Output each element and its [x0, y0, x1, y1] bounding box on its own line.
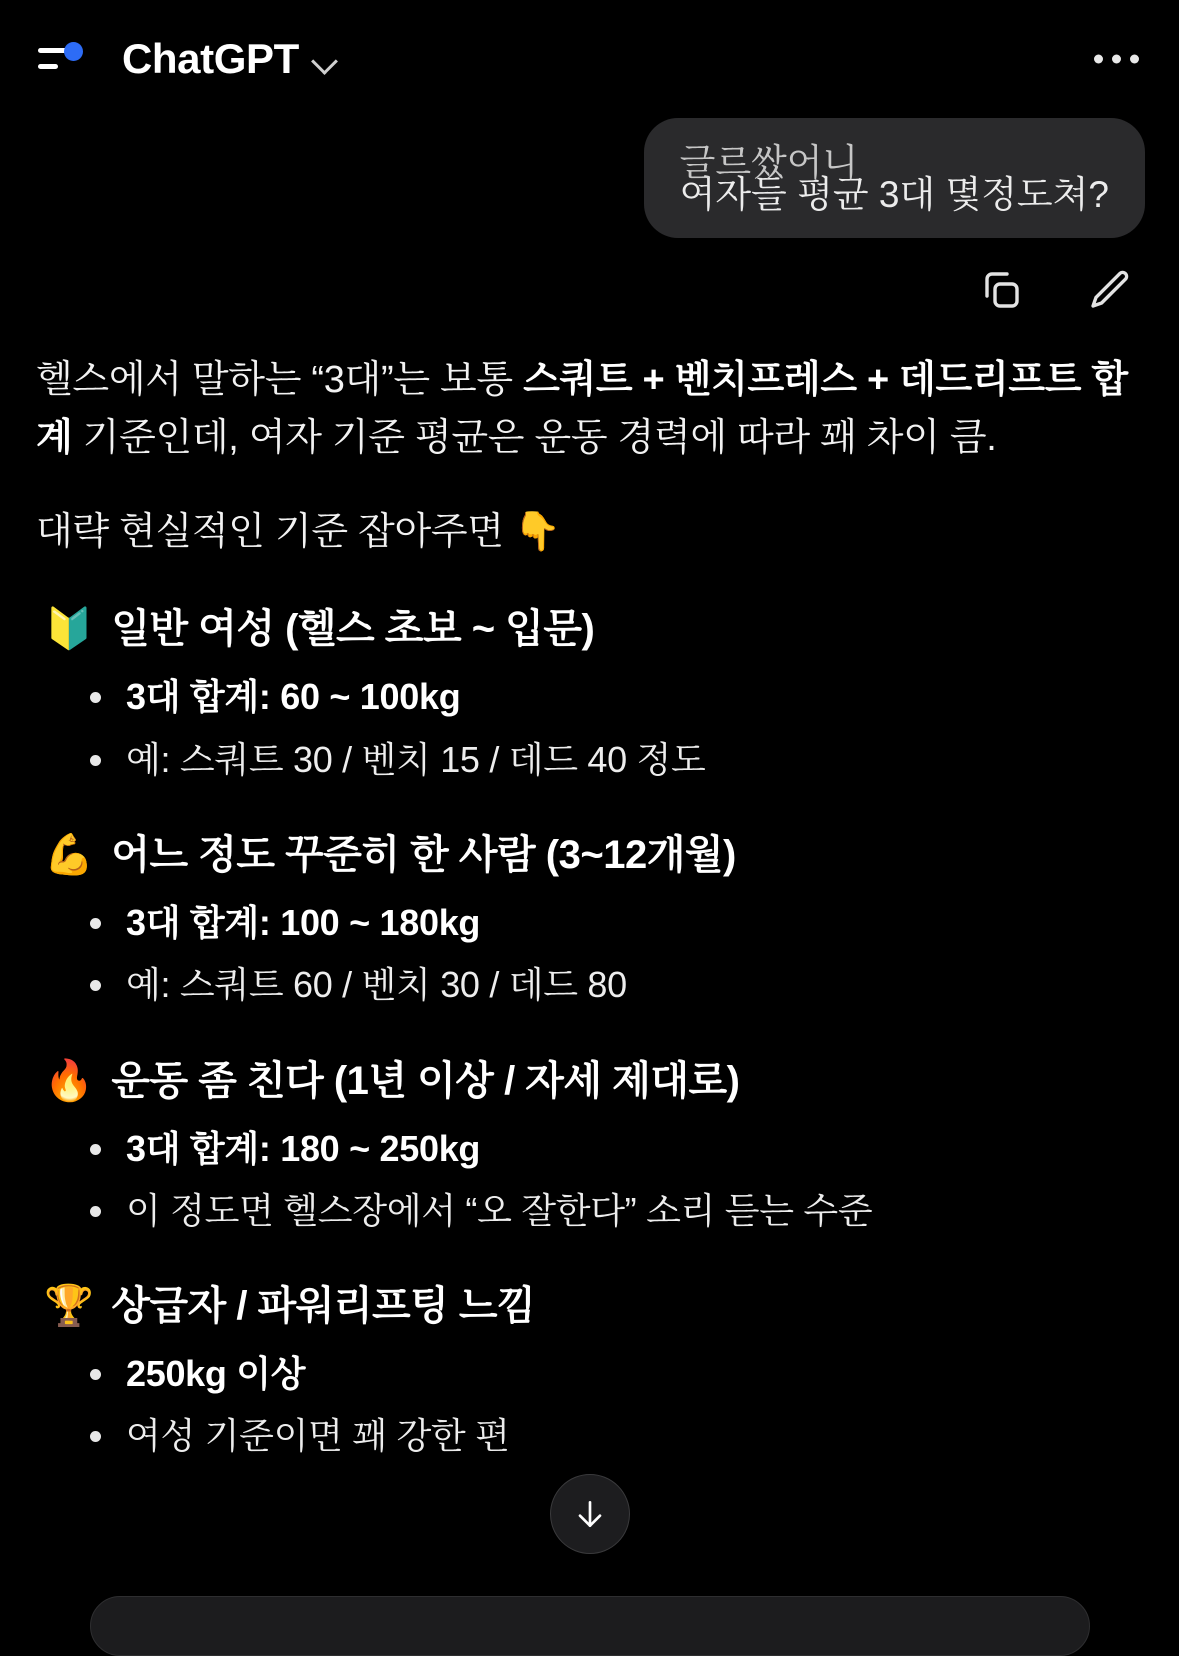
list-item: 3대 합계: 60 ~ 100kg [36, 668, 1143, 726]
kebab-dot-1 [1094, 55, 1103, 64]
user-message-clipped-line: 글르쌌어니 [679, 142, 859, 183]
notification-dot [64, 42, 83, 61]
conversation-thread [0, 118, 1179, 1466]
list-item: 3대 합계: 100 ~ 180kg [36, 894, 1143, 952]
section-heading-2 [44, 823, 1143, 880]
badge-icon: 🔰 [44, 607, 94, 652]
list-item: 여성 기준이면 꽤 강한 편 [36, 1407, 1143, 1465]
section-list-1 [36, 668, 1143, 789]
section-list-2 [36, 894, 1143, 1015]
kebab-dot-3 [1130, 55, 1139, 64]
kebab-dot-2 [1112, 55, 1121, 64]
assistant-message [0, 316, 1179, 1466]
hamburger-bar-bottom [38, 64, 58, 69]
page-title: ChatGPT [122, 35, 299, 82]
section-heading-3-text: 운동 좀 친다 (1년 이상 / 자세 제대로) [111, 1058, 740, 1103]
user-message-row [0, 118, 1179, 238]
user-message-bubble[interactable] [644, 118, 1145, 238]
p1-bold: 스쿼트 + 벤치프레스 + 데드리프트 합계 [36, 359, 1128, 459]
model-selector[interactable] [122, 35, 339, 83]
assistant-paragraph-2: 대략 현실적인 기준 잡아주면 👇 [36, 510, 561, 553]
fire-icon: 🔥 [44, 1058, 94, 1103]
assistant-paragraph-1 [36, 352, 1143, 468]
list-item: 250kg 이상 [36, 1345, 1143, 1403]
copy-icon[interactable] [975, 264, 1027, 316]
hamburger-icon[interactable] [34, 36, 80, 82]
list-item: 이 정도면 헬스장에서 “오 잘한다” 소리 듣는 수준 [36, 1182, 1143, 1240]
more-options-icon[interactable] [1094, 55, 1139, 64]
section-list-4 [36, 1345, 1143, 1466]
section-heading-3 [44, 1049, 1143, 1106]
message-action-bar [0, 238, 1179, 316]
p1-post: 기준인데, 여자 기준 평균은 운동 경력에 따라 꽤 차이 큼. [72, 416, 997, 459]
message-input[interactable] [90, 1596, 1090, 1656]
arrow-down-icon [570, 1494, 610, 1534]
scroll-to-bottom-button[interactable] [550, 1474, 630, 1554]
list-item: 예: 스쿼트 30 / 벤치 15 / 데드 40 정도 [36, 731, 1143, 789]
chevron-down-icon[interactable] [313, 50, 339, 76]
section-list-3 [36, 1120, 1143, 1241]
section-heading-1-text: 일반 여성 (헬스 초보 ~ 입문) [111, 607, 595, 652]
p1-pre: 헬스에서 말하는 “3대”는 보통 [36, 359, 524, 401]
section-heading-1 [44, 597, 1143, 654]
section-heading-4 [44, 1274, 1143, 1331]
app-header [0, 0, 1179, 118]
edit-icon[interactable] [1083, 264, 1135, 316]
list-item: 3대 합계: 180 ~ 250kg [36, 1120, 1143, 1178]
section-heading-4-text: 상급자 / 파워리프팅 느낌 [111, 1284, 536, 1329]
list-item: 예: 스쿼트 60 / 벤치 30 / 데드 80 [36, 956, 1143, 1014]
user-message-text: 여자들 평균 3대 몇정도쳐? [679, 174, 1109, 215]
section-heading-2-text: 어느 정도 꾸준히 한 사람 (3~12개월) [111, 832, 736, 877]
composer-bar[interactable] [0, 1596, 1179, 1618]
trophy-icon: 🏆 [44, 1284, 94, 1329]
muscle-icon: 💪 [44, 832, 94, 877]
